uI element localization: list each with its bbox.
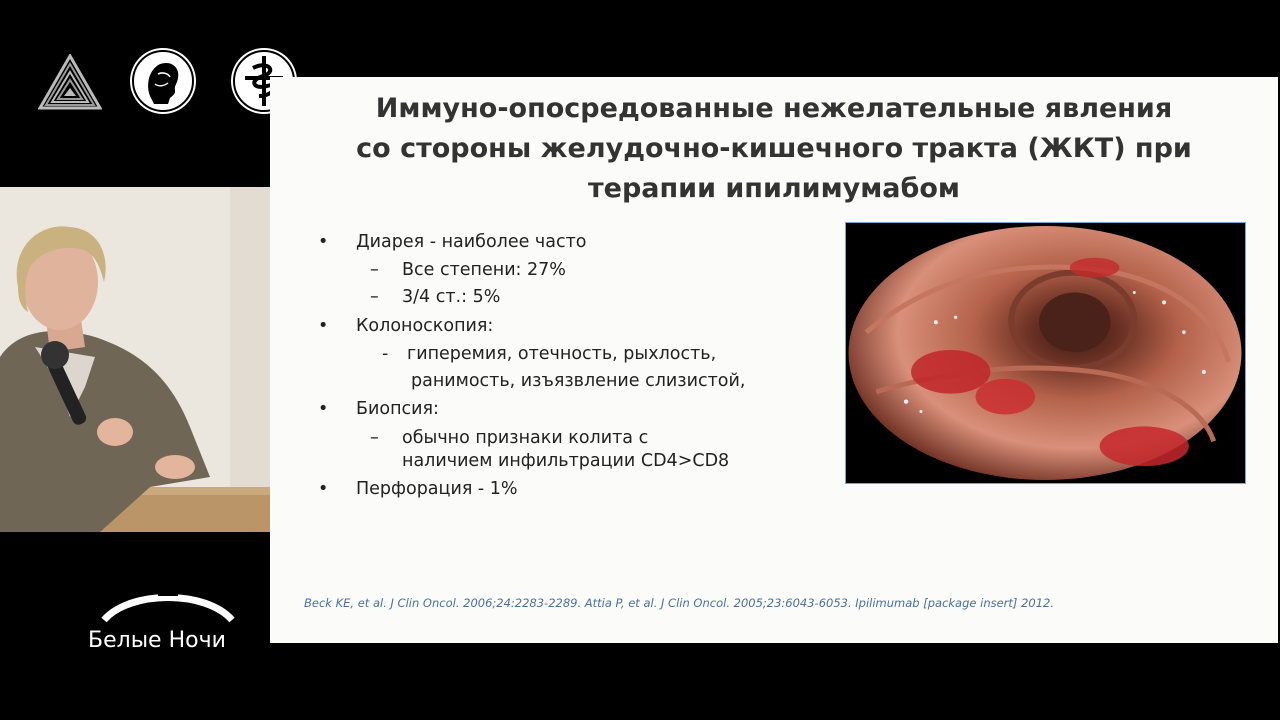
sub-bullet-marker: -: [382, 344, 389, 364]
colonoscopy-image: [845, 222, 1246, 484]
arch-icon: [100, 588, 236, 624]
bullet-marker: •: [318, 232, 329, 252]
sub-bullet-marker: –: [370, 260, 379, 280]
bullet-text: Диарея - наиболее часто: [356, 232, 587, 252]
bullet-marker: •: [318, 316, 329, 336]
speaker-video-feed: [0, 187, 270, 532]
sub-bullet-marker: –: [370, 428, 379, 448]
sub-bullet-text: гиперемия, отечность, рыхлость,: [407, 344, 717, 364]
presentation-slide: [270, 77, 1278, 643]
slide-title: Иммуно-опосредованные нежелательные явления со стороны желудочно-кишечного тракта (ЖКТ) при терапии ипилимумабом: [356, 93, 1192, 204]
event-logo: [88, 588, 248, 663]
profile-emblem-icon: [128, 46, 198, 116]
sub-bullet-continuation: ранимость, изъязвление слизистой,: [411, 371, 746, 391]
bullet-text: Биопсия:: [356, 399, 439, 419]
event-name: Белые Ночи: [88, 628, 226, 653]
bullet-marker: •: [318, 399, 329, 419]
triangle-logo-icon: [38, 54, 102, 110]
bullet-text: Колоноскопия:: [356, 316, 494, 336]
sub-bullet-marker: –: [370, 287, 379, 307]
bullet-text: Перфорация - 1%: [356, 479, 518, 499]
sub-bullet-text: обычно признаки колита с: [402, 428, 649, 448]
citation-text: Beck KE, et al. J Clin Oncol. 2006;24:2283-2289. Attia P, et al. J Clin Oncol. 2005;23:6043-6053. Ipilimumab [package insert] 2012.: [304, 596, 1054, 610]
bullet-marker: •: [318, 479, 329, 499]
sub-bullet-continuation: наличием инфильтрации CD4>CD8: [402, 451, 730, 471]
sub-bullet-text: 3/4 ст.: 5%: [402, 287, 501, 307]
sub-bullet-text: Все степени: 27%: [402, 260, 566, 280]
